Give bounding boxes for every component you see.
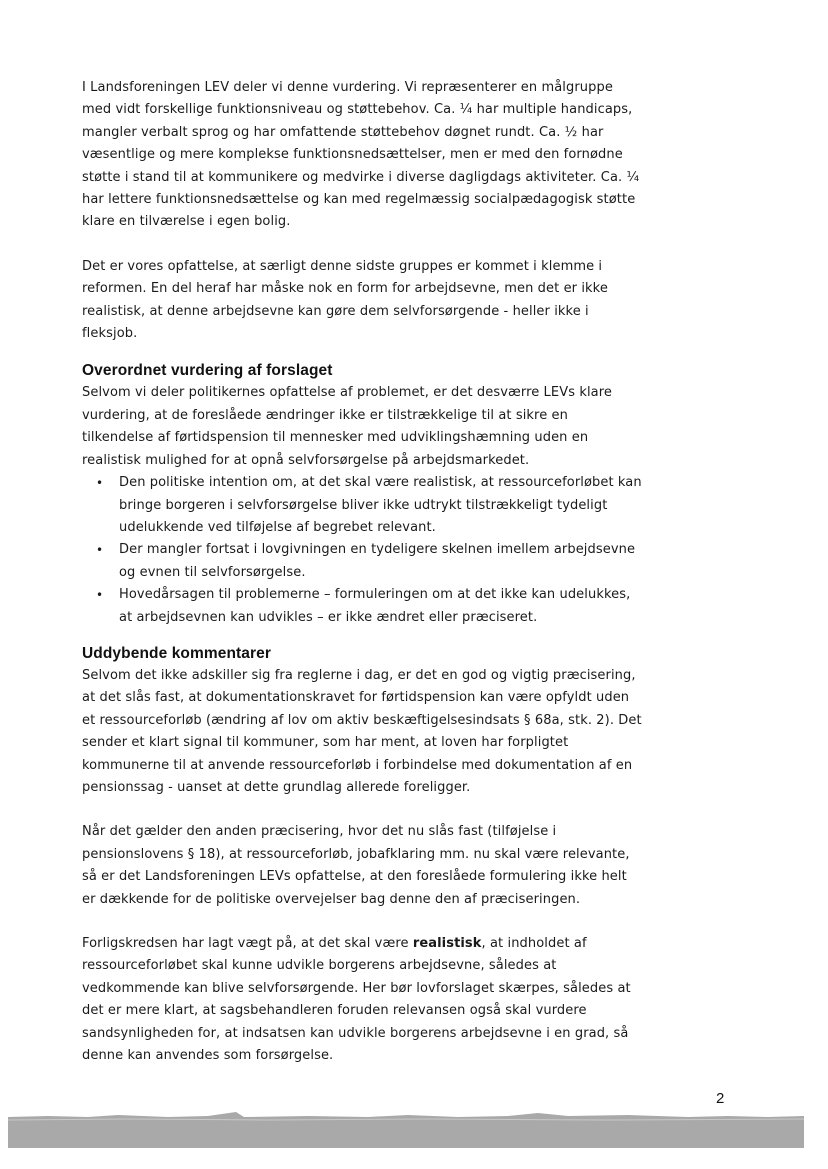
list-item: [82, 539, 642, 584]
bullet-text: Hovedårsagen til problemerne – formuleringen om at det ikke kan udelukkes, at arbejdsevnen kan udvikles – er ikke ændret eller præciseret.: [119, 587, 631, 625]
bullet-icon: •: [96, 476, 104, 491]
bullet-icon: •: [96, 543, 104, 558]
paragraph-documentation-requirement: Selvom det ikke adskiller sig fra reglerne i dag, er det en god og vigtig præcisering, at det slås fast, at dokumentationskravet for førtidspension kan være opfyldt uden et ressourceforløb (ændring af lov om aktiv beskæftigelsesindsats § 68a, stk. 2). Det sender et klart signal til kommuner, som har ment, at loven har forpligtet kommunerne til at anvende ressourceforløb i forbindelse med dokumentation af en pensionssag - uanset at dette grundlag allerede foreligger.: [82, 667, 642, 795]
paragraph-target-group: I Landsforeningen LEV deler vi denne vurdering. Vi repræsenterer en målgruppe med vidt forskellige funktionsniveau og støttebehov. Ca. ¼ har multiple handicaps, mangler verbalt sprog og har omfattende støttebehov døgnet rundt. Ca. ½ har væsentlige og mere komplekse funktionsnedsættelser, men er med den fornødne støtte i stand til at kommunikere og medvirke i diverse dagligdags aktiviteter. Ca. ¼ har lettere funktionsnedsættelse og kan med regelmæssig socialpædagogisk støtte klare en tilværelse i egen bolig.: [82, 80, 640, 230]
list-item: [82, 472, 642, 539]
paragraph-overall-intro: Selvom vi deler politikernes opfattelse af problemet, er det desværre LEVs klare vurdering, at de foreslåede ændringer ikke er tilstrækkelige til at sikre en tilkendelse af førtidspension til mennesker med udviklingshæmning uden en realistisk mulighed for at opnå selvforsørgelse på arbejdsmarkedet.: [82, 385, 612, 468]
footer-band-shape: [8, 1112, 804, 1148]
footer-band-graphic: [8, 1108, 804, 1148]
bullet-text: Den politiske intention om, at det skal være realistisk, at ressourceforløbet kan bringe borgeren i selvforsørgelse bliver ikke udtrykt tilstrækkeligt tydeligt udelukkende ved tilføjelse af begrebet relevant.: [119, 475, 642, 535]
page-number: 2: [716, 1090, 725, 1107]
bullet-text: Der mangler fortsat i lovgivningen en tydeligere skelnen imellem arbejdsevne og evnen til selvforsørgelse.: [119, 542, 636, 580]
bullet-icon: •: [96, 588, 104, 603]
paragraph-reform-opinion: Det er vores opfattelse, at særligt denne sidste gruppes er kommet i klemme i reformen. En del heraf har måske nok en form for arbejdsevne, men det er ikke realistisk, at denne arbejdsevne kan gøre dem selvforsørgende - heller ikke i fleksjob.: [82, 258, 608, 342]
text-run: Forligskredsen har lagt vægt på, at det skal være: [82, 936, 413, 951]
heading-overall-assessment: Overordnet vurdering af forslaget: [82, 362, 333, 380]
paragraph-second-clarification: Når det gælder den anden præcisering, hvor det nu slås fast (tilføjelse i pensionslovens § 18), at ressourceforløb, jobafklaring mm. nu skal være relevante, så er det Landsforeningen LEVs opfattelse, at den foreslåede formulering ikke helt er dækkende for de politiske overvejelser bag denne den af præciseringen.: [82, 824, 630, 907]
bullet-list: [82, 472, 642, 629]
text-run: , at indholdet af ressourceforløbet skal kunne udvikle borgerens arbejdsevne, således at vedkommende kan blive selvforsørgende. Her bør lovforslaget skærpes, således at det er mere klart, at sagsbehandleren foruden relevansen også skal vurdere sandsynligheden for, at indsatsen kan udvikle borgerens arbejdsevne i en grad, så denne kan anvendes som forsørgelse.: [82, 936, 631, 1064]
heading-detailed-comments: Uddybende kommentarer: [82, 644, 272, 662]
list-item: [82, 584, 642, 629]
emphasis-realistic: realistisk: [412, 936, 482, 951]
document-body: [82, 77, 642, 1067]
paragraph-realistic-requirement: [82, 933, 642, 1067]
